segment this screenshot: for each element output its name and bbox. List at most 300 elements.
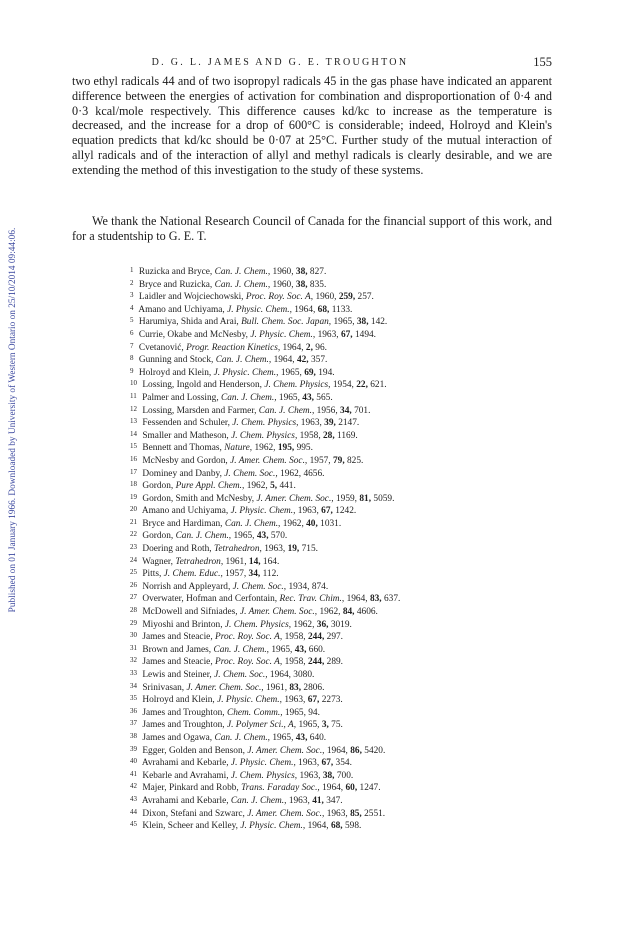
reference-item bbox=[130, 303, 560, 316]
reference-item bbox=[130, 454, 560, 467]
reference-year: 1961, bbox=[266, 682, 288, 693]
reference-year: 1965, bbox=[298, 720, 320, 731]
reference-authors: Doering and Roth, bbox=[142, 544, 212, 555]
reference-number: 7 bbox=[130, 341, 134, 350]
reference-page: 700. bbox=[336, 770, 354, 781]
reference-item bbox=[130, 429, 560, 442]
reference-authors: Overwater, Hofman and Cerfontain, bbox=[142, 594, 278, 605]
reference-journal: J. Physic. Chem., bbox=[230, 506, 296, 517]
reference-authors: James and Troughton, bbox=[142, 707, 225, 718]
reference-authors: Srinivasan, bbox=[142, 682, 185, 693]
reference-item bbox=[130, 567, 560, 580]
reference-authors: Majer, Pinkard and Robb, bbox=[142, 783, 239, 794]
reference-volume: 5, bbox=[270, 481, 278, 492]
reference-volume: 3, bbox=[321, 720, 329, 731]
reference-journal: Trans. Faraday Soc., bbox=[241, 783, 320, 794]
reference-journal: Can. J. Chem., bbox=[214, 732, 271, 743]
reference-number: 20 bbox=[130, 505, 137, 514]
reference-journal: Proc. Roy. Soc. A, bbox=[215, 657, 283, 668]
reference-year: 1963, bbox=[288, 795, 310, 806]
reference-item bbox=[130, 756, 560, 769]
reference-volume: 43, bbox=[302, 392, 314, 403]
reference-volume: 79, bbox=[332, 455, 345, 466]
reference-volume: 68, bbox=[330, 821, 343, 832]
reference-authors: Pitts, bbox=[142, 569, 162, 580]
reference-year: 1962, bbox=[254, 443, 276, 454]
reference-journal: J. Chem. Soc., bbox=[214, 670, 268, 680]
reference-item bbox=[130, 769, 560, 782]
reference-page: 441. bbox=[279, 481, 296, 492]
reference-number: 3 bbox=[130, 291, 134, 300]
reference-item bbox=[130, 643, 560, 656]
reference-volume: 43, bbox=[295, 732, 308, 743]
reference-page: 1169. bbox=[337, 430, 358, 441]
reference-volume: 195, bbox=[277, 443, 295, 454]
reference-item bbox=[130, 655, 560, 668]
reference-year: 1954, bbox=[332, 380, 354, 391]
reference-item bbox=[130, 378, 560, 391]
reference-journal: J. Amer. Chem. Soc., bbox=[256, 493, 334, 504]
reference-year: 1934, bbox=[288, 581, 310, 592]
reference-page: 4606. bbox=[356, 607, 378, 618]
reference-number: 12 bbox=[130, 404, 137, 413]
reference-page: 640. bbox=[309, 732, 327, 743]
reference-page: 660. bbox=[308, 644, 326, 655]
reference-item bbox=[130, 290, 560, 303]
reference-volume: 19, bbox=[287, 544, 300, 555]
reference-number: 16 bbox=[130, 454, 137, 463]
reference-journal: J. Amer. Chem. Soc., bbox=[247, 808, 325, 819]
reference-authors: Lossing, Marsden and Farmer, bbox=[142, 405, 257, 416]
reference-journal: J. Amer. Chem. Soc., bbox=[230, 455, 308, 466]
reference-journal: J. Physic. Chem., bbox=[213, 367, 279, 378]
reference-year: 1965, bbox=[333, 317, 355, 328]
reference-page: 354. bbox=[335, 758, 352, 769]
reference-journal: Can. J. Chem., bbox=[213, 644, 270, 655]
reference-authors: Ruzicka and Bryce, bbox=[138, 267, 213, 277]
reference-page: 1031. bbox=[320, 518, 342, 529]
reference-item bbox=[130, 265, 560, 278]
reference-number: 8 bbox=[130, 354, 134, 363]
reference-number: 29 bbox=[130, 618, 137, 627]
reference-journal: J. Physic. Chem., bbox=[227, 304, 292, 315]
reference-page: 621. bbox=[370, 380, 387, 391]
reference-number: 28 bbox=[130, 606, 137, 615]
reference-page: 289. bbox=[326, 657, 343, 668]
reference-year: 1957, bbox=[309, 455, 331, 466]
reference-journal: Proc. Roy. Soc. A, bbox=[215, 632, 283, 643]
reference-year: 1965, bbox=[278, 392, 300, 403]
reference-number: 14 bbox=[130, 429, 137, 438]
reference-page: 3019. bbox=[330, 619, 352, 630]
reference-authors: Brown and James, bbox=[142, 644, 212, 655]
reference-volume: 38, bbox=[295, 279, 308, 290]
reference-item bbox=[130, 479, 560, 492]
reference-journal: J. Chem. Physics, bbox=[230, 770, 298, 781]
reference-journal: Bull. Chem. Soc. Japan, bbox=[241, 317, 332, 328]
body-paragraph-acknowledgement bbox=[72, 214, 552, 244]
reference-item bbox=[130, 341, 560, 354]
reference-page: 357. bbox=[310, 355, 328, 366]
reference-authors: Miyoshi and Brinton, bbox=[142, 619, 223, 630]
reference-authors: Fessenden and Schuler, bbox=[142, 418, 230, 429]
reference-authors: Lewis and Steiner, bbox=[142, 670, 212, 680]
reference-number: 11 bbox=[130, 391, 137, 400]
reference-volume: 2, bbox=[305, 342, 313, 353]
reference-volume: 244, bbox=[307, 632, 325, 643]
reference-volume: 28, bbox=[323, 430, 335, 441]
reference-journal: J. Physic. Chem., bbox=[240, 821, 306, 832]
reference-number: 19 bbox=[130, 492, 137, 501]
reference-volume: 42, bbox=[296, 355, 309, 366]
reference-authors: Currie, Okabe and McNesby, bbox=[138, 329, 248, 340]
reference-journal: Can. J. Chem., bbox=[230, 795, 287, 806]
reference-year: 1964, bbox=[294, 304, 316, 315]
reference-volume: 69, bbox=[304, 367, 316, 378]
reference-year: 1963, bbox=[317, 329, 339, 340]
reference-authors: Egger, Golden and Benson, bbox=[142, 745, 245, 756]
reference-authors: Gunning and Stock, bbox=[138, 355, 214, 366]
reference-item bbox=[130, 366, 560, 379]
reference-item bbox=[130, 681, 560, 694]
reference-item bbox=[130, 781, 560, 794]
reference-volume: 43, bbox=[294, 644, 307, 655]
reference-authors: James and Steacie, bbox=[142, 632, 213, 643]
reference-authors: Bryce and Hardiman, bbox=[142, 518, 223, 529]
reference-item bbox=[130, 529, 560, 542]
reference-item bbox=[130, 618, 560, 631]
reference-item bbox=[130, 668, 560, 681]
reference-year: 1963, bbox=[297, 506, 319, 517]
reference-authors: Gordon, bbox=[142, 481, 174, 492]
reference-journal: Proc. Roy. Soc. A, bbox=[245, 292, 314, 303]
reference-authors: Dixon, Stefani and Szwarc, bbox=[142, 808, 245, 819]
reference-volume: 14, bbox=[248, 556, 261, 567]
reference-list bbox=[130, 265, 560, 832]
reference-number: 30 bbox=[130, 631, 137, 640]
reference-number: 9 bbox=[130, 366, 134, 375]
reference-page: 2273. bbox=[321, 695, 343, 706]
reference-page: 5420. bbox=[364, 745, 386, 756]
reference-journal: J. Chem. Physics, bbox=[224, 619, 292, 630]
reference-number: 36 bbox=[130, 706, 137, 715]
reference-item bbox=[130, 819, 560, 832]
reference-volume: 38, bbox=[356, 317, 369, 328]
reference-number: 33 bbox=[130, 669, 137, 677]
reference-year: 1964, bbox=[346, 594, 368, 605]
reference-year: 1963, bbox=[300, 418, 322, 429]
reference-number: 32 bbox=[130, 656, 137, 665]
reference-authors: Palmer and Lossing, bbox=[142, 392, 219, 403]
reference-item bbox=[130, 467, 560, 480]
reference-item bbox=[130, 630, 560, 643]
reference-authors: Lossing, Ingold and Henderson, bbox=[142, 380, 262, 391]
reference-year: 1965, bbox=[272, 732, 294, 743]
reference-number: 26 bbox=[130, 580, 137, 589]
reference-item bbox=[130, 492, 560, 505]
reference-item bbox=[130, 555, 560, 568]
reference-journal: Tetrahedron, bbox=[213, 544, 262, 555]
reference-volume: 34, bbox=[248, 569, 261, 580]
reference-item bbox=[130, 328, 560, 341]
reference-item bbox=[130, 441, 560, 454]
reference-year: 1962, bbox=[246, 481, 268, 492]
reference-authors: Kebarle and Avrahami, bbox=[142, 770, 229, 781]
reference-journal: Chem. Comm., bbox=[226, 707, 283, 718]
reference-authors: Holroyd and Klein, bbox=[142, 695, 215, 706]
reference-number: 39 bbox=[130, 744, 137, 753]
reference-authors: Cvetanović, bbox=[138, 342, 184, 353]
reference-authors: Amano and Uchiyama, bbox=[141, 506, 229, 517]
reference-journal: J. Physic. Chem., bbox=[217, 695, 282, 706]
reference-page: 825. bbox=[347, 455, 364, 466]
reference-year: 1964, bbox=[322, 783, 344, 794]
reference-year: 1965, bbox=[233, 531, 255, 542]
reference-volume: 68, bbox=[317, 304, 330, 315]
reference-journal: J. Chem. Educ., bbox=[163, 569, 223, 580]
reference-number: 17 bbox=[130, 467, 137, 476]
reference-item bbox=[130, 794, 560, 807]
reference-year: 1963, bbox=[299, 770, 321, 781]
reference-page: 1133. bbox=[331, 304, 353, 315]
reference-year: 1963, bbox=[284, 695, 306, 706]
reference-volume: 85, bbox=[350, 808, 362, 819]
reference-number: 45 bbox=[130, 820, 137, 829]
reference-authors: Holroyd and Klein, bbox=[138, 367, 212, 378]
reference-volume: 81, bbox=[359, 493, 372, 504]
reference-page: 194. bbox=[318, 367, 335, 378]
reference-journal: Nature, bbox=[224, 443, 253, 454]
reference-page: 96. bbox=[315, 342, 327, 353]
reference-authors: Bennett and Thomas, bbox=[142, 443, 222, 454]
reference-year: 1962, bbox=[319, 607, 341, 618]
reference-journal: Can. J. Chem., bbox=[214, 267, 271, 277]
reference-year: 1964, bbox=[307, 821, 329, 832]
reference-authors: Laidler and Wojciechowski, bbox=[138, 292, 244, 303]
reference-volume: 34, bbox=[340, 405, 352, 416]
reference-year: 1964, bbox=[273, 355, 295, 366]
reference-volume: 36, bbox=[316, 619, 329, 630]
reference-volume: 67, bbox=[340, 329, 353, 340]
reference-page: 1242. bbox=[335, 506, 357, 517]
reference-number: 2 bbox=[130, 278, 134, 287]
reference-journal: J. Physic. Chem., bbox=[230, 758, 296, 769]
reference-authors: James and Ogawa, bbox=[142, 732, 213, 743]
reference-item bbox=[130, 807, 560, 820]
reference-number: 4 bbox=[130, 303, 134, 312]
reference-page: 257. bbox=[357, 292, 374, 303]
reference-number: 41 bbox=[130, 769, 137, 778]
reference-number: 1 bbox=[130, 266, 134, 274]
download-watermark-text: Published on 01 January 1966. Downloaded by University of Western Ontario on 25/10/2014 09:44:06. bbox=[8, 227, 18, 613]
reference-authors: Norrish and Appleyard, bbox=[142, 581, 231, 592]
reference-volume: 43, bbox=[256, 531, 269, 542]
reference-volume: 22, bbox=[356, 380, 368, 391]
reference-volume: 67, bbox=[307, 695, 320, 706]
reference-year: 1963, bbox=[326, 808, 348, 819]
reference-year: 1965, bbox=[284, 707, 306, 718]
reference-volume: 83, bbox=[289, 682, 302, 693]
reference-authors: Klein, Scheer and Kelley, bbox=[142, 821, 238, 832]
reference-page: 995. bbox=[296, 443, 313, 454]
reference-journal: Rec. Trav. Chim., bbox=[279, 594, 345, 605]
reference-volume: 39, bbox=[324, 418, 336, 429]
reference-authors: Wagner, bbox=[142, 556, 173, 567]
reference-volume: 83, bbox=[369, 594, 382, 605]
reference-page: 827. bbox=[309, 267, 327, 277]
reference-authors: Avrahami and Kebarle, bbox=[141, 795, 229, 806]
reference-page: 874. bbox=[311, 581, 329, 592]
reference-page: 2551. bbox=[364, 808, 386, 819]
reference-journal: Can. J. Chem., bbox=[175, 531, 232, 542]
reference-number: 21 bbox=[130, 517, 137, 526]
reference-number: 31 bbox=[130, 643, 137, 652]
reference-journal: Can. J. Chem., bbox=[258, 405, 315, 416]
reference-year: 1965, bbox=[271, 644, 293, 655]
reference-item bbox=[130, 693, 560, 706]
reference-authors: McNesby and Gordon, bbox=[142, 455, 228, 466]
reference-page: 570. bbox=[270, 531, 288, 542]
reference-page: 1494. bbox=[354, 329, 376, 340]
reference-journal: Can. J. Chem., bbox=[221, 392, 277, 403]
reference-page: 347. bbox=[326, 795, 343, 806]
reference-item bbox=[130, 592, 560, 605]
reference-authors: James and Steacie, bbox=[142, 657, 213, 668]
reference-volume: 67, bbox=[321, 506, 333, 517]
reference-journal: J. Physic. Chem., bbox=[250, 329, 316, 340]
reference-number: 10 bbox=[130, 379, 137, 388]
reference-year: 1956, bbox=[316, 405, 338, 416]
reference-number: 24 bbox=[130, 555, 137, 564]
reference-authors: James and Troughton, bbox=[142, 720, 225, 731]
reference-authors: Dominey and Danby, bbox=[142, 468, 222, 479]
reference-volume: 84, bbox=[342, 607, 355, 618]
reference-authors: Avrahami and Kebarle, bbox=[141, 758, 229, 769]
reference-journal: J. Amer. Chem. Soc., bbox=[247, 745, 325, 756]
reference-page: 5059. bbox=[373, 493, 395, 504]
reference-volume: 259, bbox=[338, 292, 356, 303]
reference-item bbox=[130, 706, 560, 719]
reference-page: 1247. bbox=[359, 783, 381, 794]
reference-journal: J. Chem. Physics, bbox=[264, 380, 331, 391]
reference-year: 1957, bbox=[225, 569, 247, 580]
reference-page: 3080. bbox=[293, 670, 315, 680]
reference-number: 27 bbox=[130, 593, 137, 602]
reference-year: 1963, bbox=[264, 544, 286, 555]
reference-number: 42 bbox=[130, 782, 137, 791]
reference-authors: Gordon, bbox=[142, 531, 174, 542]
reference-number: 6 bbox=[130, 328, 134, 337]
running-head: D. G. L. JAMES AND G. E. TROUGHTON bbox=[151, 57, 409, 68]
reference-number: 34 bbox=[130, 681, 137, 690]
reference-year: 1958, bbox=[284, 632, 306, 643]
reference-item bbox=[130, 718, 560, 731]
reference-volume: 38, bbox=[295, 267, 308, 277]
reference-journal: J. Amer. Chem. Soc., bbox=[239, 607, 318, 618]
reference-item bbox=[130, 404, 560, 417]
reference-number: 5 bbox=[130, 316, 134, 325]
reference-page: 565. bbox=[316, 392, 333, 403]
reference-number: 13 bbox=[130, 417, 137, 426]
reference-year: 1958, bbox=[284, 657, 306, 668]
reference-volume: 60, bbox=[345, 783, 358, 794]
reference-volume: 86, bbox=[350, 745, 362, 756]
reference-volume: 67, bbox=[321, 758, 334, 769]
reference-page: 164. bbox=[262, 556, 280, 567]
reference-year: 1962, bbox=[293, 619, 315, 630]
reference-year: 1959, bbox=[335, 493, 358, 504]
reference-page: 4656. bbox=[303, 468, 325, 479]
reference-page: 94. bbox=[308, 707, 320, 718]
paragraph-text: two ethyl radicals 44 and of two isopropyl radicals 45 in the gas phase have indicated an apparent difference between the energies of activation for combination and disproportionation of 0·4 and 0·3 kcal/mole respectively. This difference causes kd/kc to increase as the temperature is decreased, and the increase for a drop of 600°C is considerable; indeed, Holroyd and Klein's equation predicts that kd/kc should be 0·07 at 25°C. Further study of the mutual interaction of allyl radicals and of the interaction of allyl and methyl radicals is clearly desirable, and we are extending the method of this investigation to the study of these systems. bbox=[72, 74, 552, 177]
reference-number: 25 bbox=[130, 568, 137, 577]
reference-item bbox=[130, 605, 560, 618]
reference-page: 598. bbox=[344, 821, 362, 832]
reference-page: 2806. bbox=[303, 682, 325, 693]
page-number: 155 bbox=[533, 55, 552, 69]
reference-journal: Can. J. Chem., bbox=[214, 279, 271, 290]
reference-page: 297. bbox=[326, 632, 343, 643]
reference-journal: J. Amer. Chem. Soc., bbox=[186, 682, 264, 693]
reference-journal: Can. J. Chem., bbox=[215, 355, 272, 366]
body-paragraph-discussion bbox=[72, 74, 552, 178]
reference-year: 1964, bbox=[282, 342, 304, 353]
reference-volume: 38, bbox=[322, 770, 335, 781]
reference-journal: J. Chem. Physics, bbox=[231, 430, 298, 441]
reference-page: 637. bbox=[383, 594, 401, 605]
reference-item bbox=[130, 504, 560, 517]
reference-journal: J. Chem. Soc., bbox=[232, 581, 287, 592]
reference-number: 40 bbox=[130, 757, 137, 766]
reference-page: 835. bbox=[309, 279, 327, 290]
paragraph-text: We thank the National Research Council of Canada for the financial support of this work, and for a studentship to G. E. T. bbox=[72, 214, 552, 243]
reference-page: 112. bbox=[262, 569, 279, 580]
reference-year: 1960, bbox=[272, 279, 294, 290]
reference-item bbox=[130, 517, 560, 530]
reference-year: 1962, bbox=[280, 468, 302, 479]
reference-authors: Amano and Uchiyama, bbox=[138, 304, 225, 315]
reference-item bbox=[130, 315, 560, 328]
reference-page: 75. bbox=[331, 720, 343, 731]
reference-number: 35 bbox=[130, 694, 137, 703]
reference-authors: Gordon, Smith and McNesby, bbox=[142, 493, 255, 504]
reference-page: 701. bbox=[354, 405, 371, 416]
reference-authors: McDowell and Sifniades, bbox=[142, 607, 238, 618]
reference-journal: Pure Appl. Chem., bbox=[175, 481, 245, 492]
reference-number: 23 bbox=[130, 543, 137, 552]
reference-number: 15 bbox=[130, 442, 137, 451]
reference-year: 1961, bbox=[225, 556, 247, 567]
reference-volume: 41, bbox=[312, 795, 324, 806]
reference-volume: 40, bbox=[306, 518, 318, 529]
reference-volume: 244, bbox=[307, 657, 325, 668]
reference-number: 43 bbox=[130, 794, 137, 803]
reference-page: 142. bbox=[370, 317, 388, 328]
reference-item bbox=[130, 580, 560, 593]
reference-page: 2147. bbox=[338, 418, 360, 429]
reference-year: 1965, bbox=[280, 367, 302, 378]
reference-authors: Bryce and Ruzicka, bbox=[138, 279, 213, 290]
reference-item bbox=[130, 731, 560, 744]
reference-number: 22 bbox=[130, 530, 137, 539]
reference-year: 1960, bbox=[315, 292, 337, 303]
reference-item bbox=[130, 278, 560, 291]
reference-year: 1960, bbox=[272, 267, 294, 277]
reference-item bbox=[130, 353, 560, 366]
reference-year: 1958, bbox=[299, 430, 321, 441]
reference-number: 37 bbox=[130, 719, 137, 728]
reference-journal: J. Polymer Sci., A, bbox=[226, 720, 297, 731]
